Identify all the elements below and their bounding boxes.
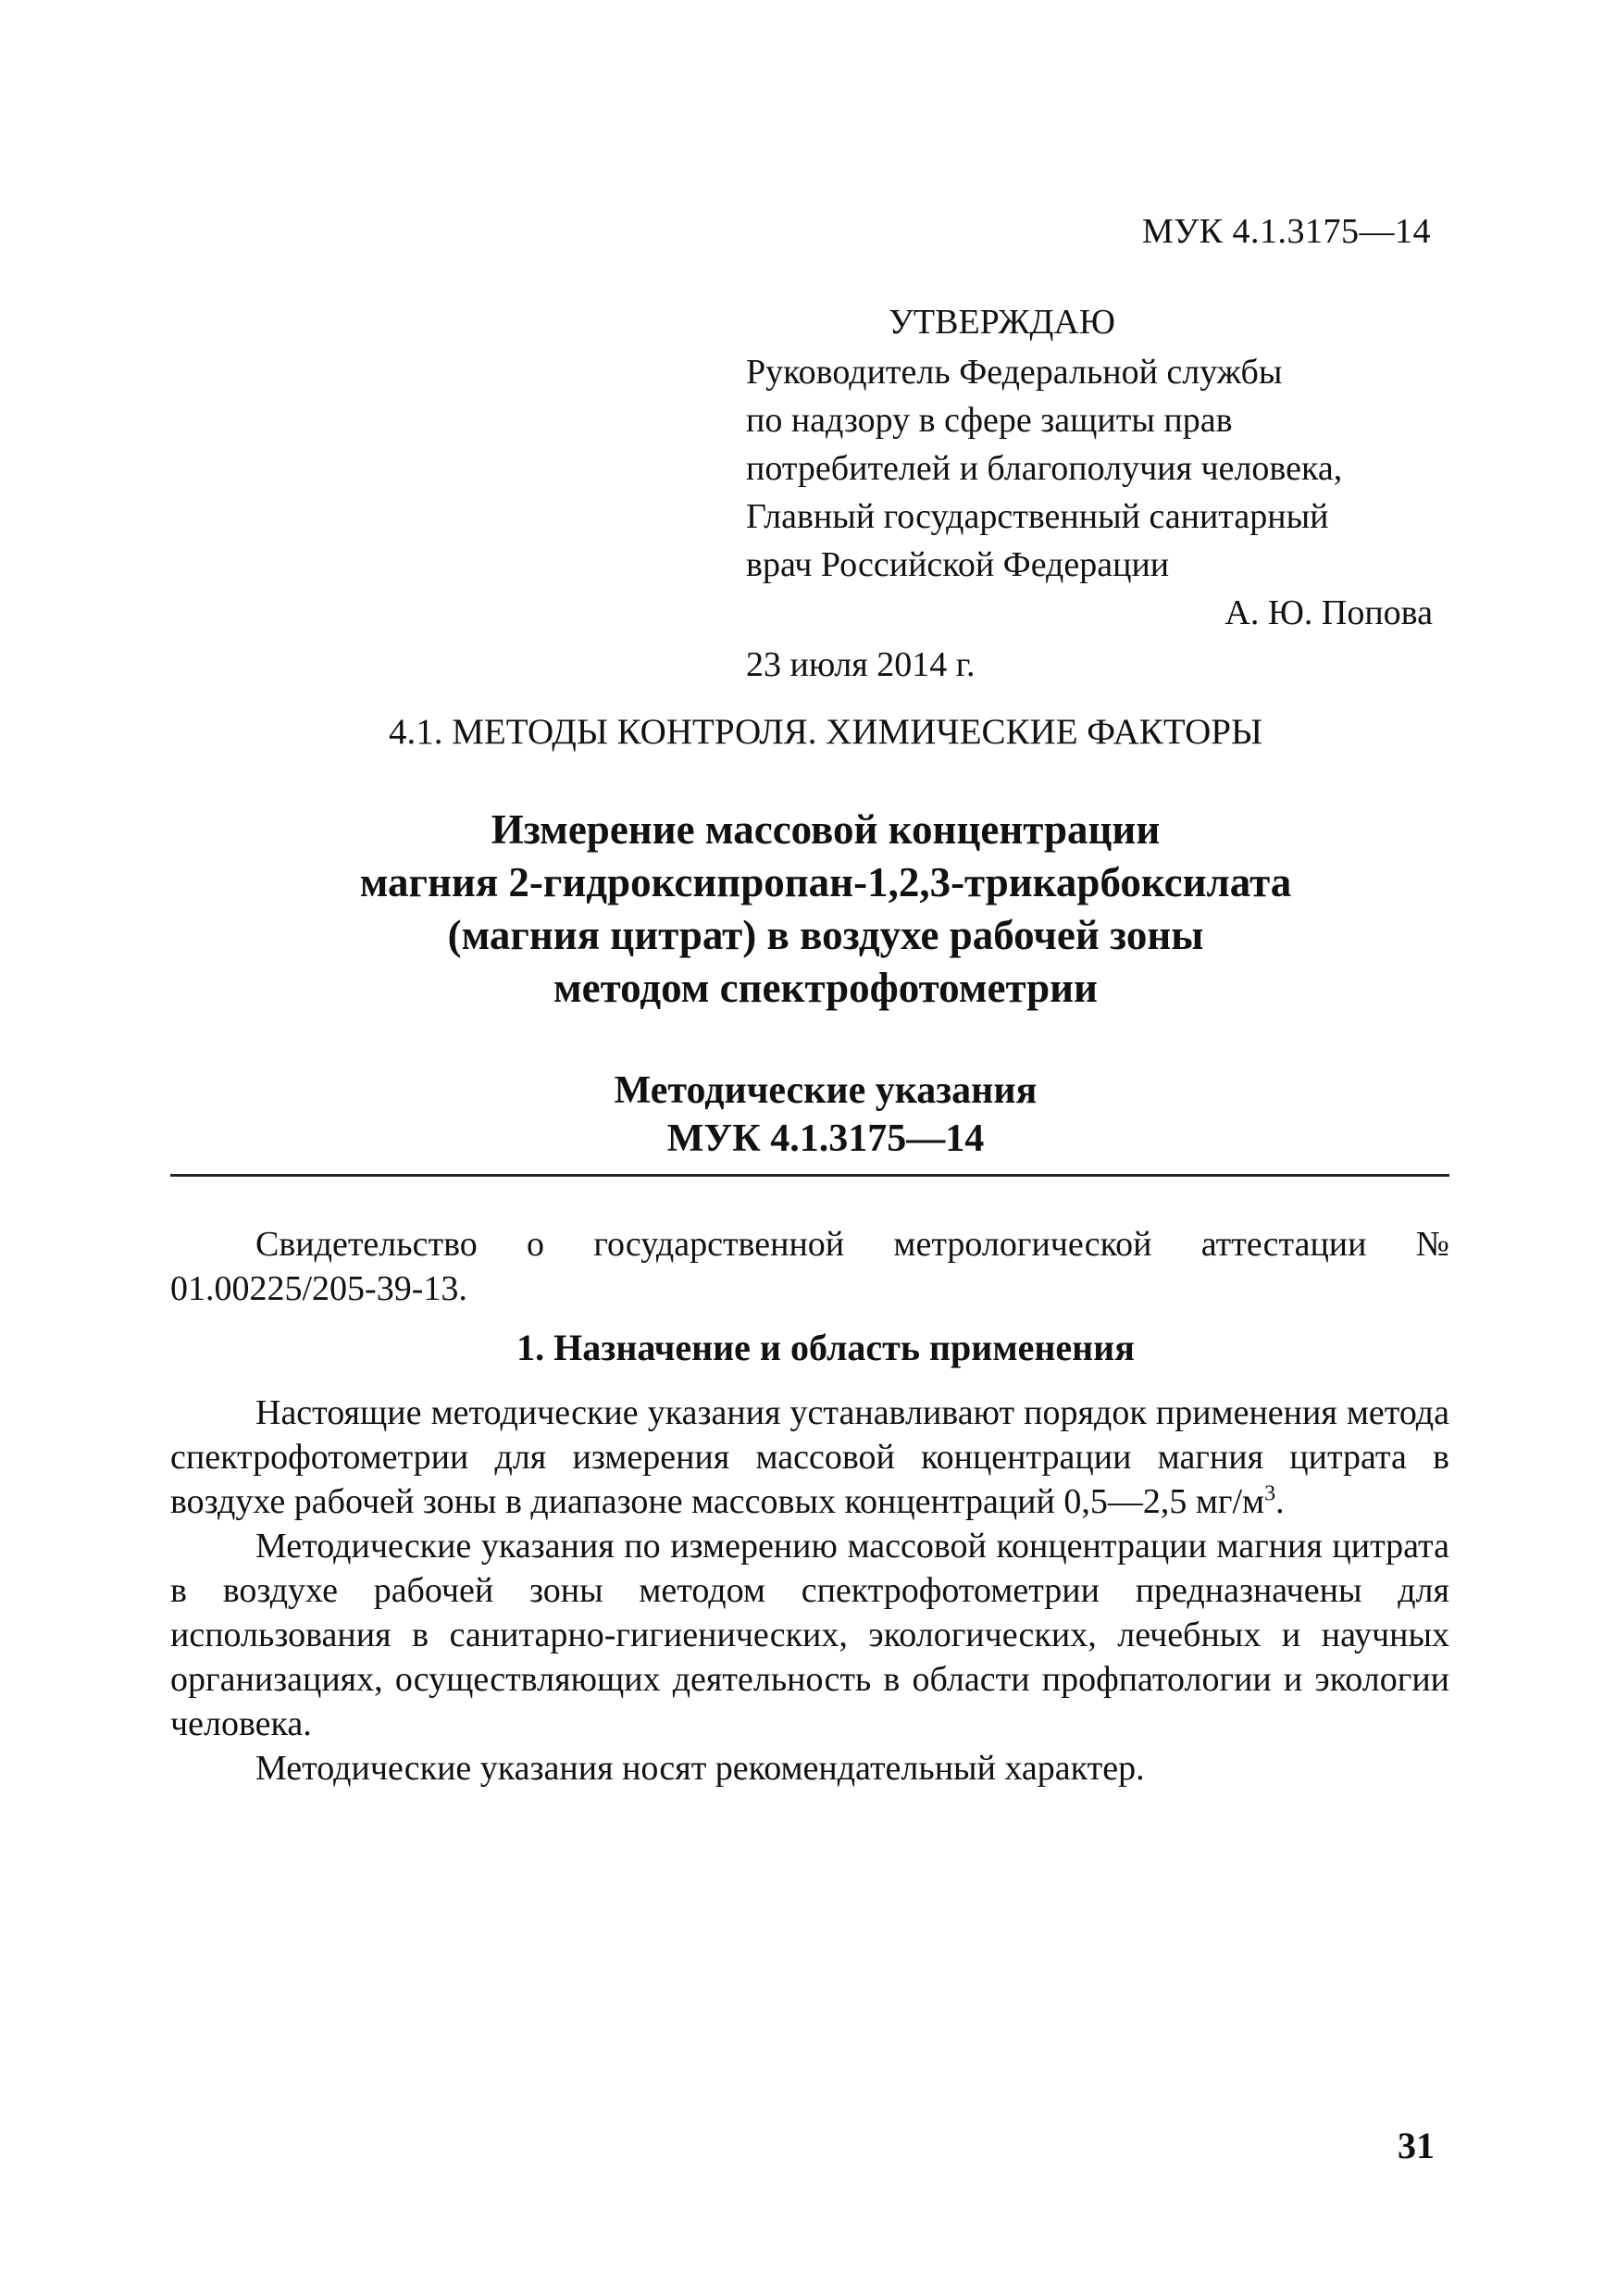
- paragraph: Методические указания носят рекомендательный характер.: [255, 1749, 1145, 1788]
- paragraph: [170, 1391, 1449, 1524]
- approval-date: 23 июля 2014 г.: [746, 645, 976, 684]
- title-line: магния 2-гидроксипропан-1,2,3-трикарбоксилата: [359, 859, 1292, 905]
- document-code: МУК 4.1.3175—14: [1141, 212, 1431, 251]
- section-body: [170, 1391, 1449, 1791]
- approval-line: Руководитель Федеральной службы: [746, 353, 1283, 392]
- section-category: 4.1. МЕТОДЫ КОНТРОЛЯ. ХИМИЧЕСКИЕ ФАКТОРЫ: [389, 712, 1262, 752]
- document-subtitle: [0, 1067, 1616, 1163]
- horizontal-rule: [170, 1174, 1449, 1177]
- section-heading: 1. Назначение и область применения: [516, 1327, 1135, 1368]
- paragraph: Методические указания по измерению массовой концентрации магния цитрата в воздухе рабочей зоны методом спектрофотометрии предназначены для использования в санитарно-гигиенических, экологических, лечебных и научных организациях, осуществляющих деятельность в области профпатологии и экологии человека.: [170, 1527, 1449, 1743]
- approval-line: врач Российской Федерации: [746, 545, 1170, 584]
- paragraph-end: .: [1275, 1482, 1285, 1521]
- paragraph-text: Настоящие методические указания устанавливают порядок применения метода спектрофотометрии для измерения массовой концентрации магния цитрата в воздухе рабочей зоны в диапазоне массовых концентраций 0,5—2,5 мг/м: [170, 1393, 1449, 1521]
- approval-heading: УТВЕРЖДАЮ: [889, 303, 1115, 342]
- subtitle-code: МУК 4.1.3175—14: [666, 1117, 985, 1160]
- approval-line: потребителей и благополучия человека,: [746, 449, 1343, 488]
- subtitle-line: Методические указания: [614, 1069, 1038, 1112]
- title-line: Измерение массовой концентрации: [491, 806, 1161, 853]
- title-line: (магния цитрат) в воздухе рабочей зоны: [447, 912, 1204, 958]
- certificate-paragraph: [170, 1222, 1449, 1311]
- approval-line: Главный государственный санитарный: [746, 497, 1329, 536]
- approval-block: [746, 298, 1435, 689]
- superscript: 3: [1264, 1481, 1276, 1506]
- document-title: [0, 804, 1616, 1015]
- approval-line: по надзору в сфере защиты прав: [746, 401, 1233, 440]
- title-line: методом спектрофотометрии: [553, 965, 1098, 1011]
- approval-signatory: А. Ю. Попова: [1224, 593, 1433, 632]
- page-number: 31: [1398, 2125, 1435, 2166]
- certificate-text: Свидетельство о государственной метрологической аттестации № 01.00225/205-39-13.: [170, 1225, 1449, 1308]
